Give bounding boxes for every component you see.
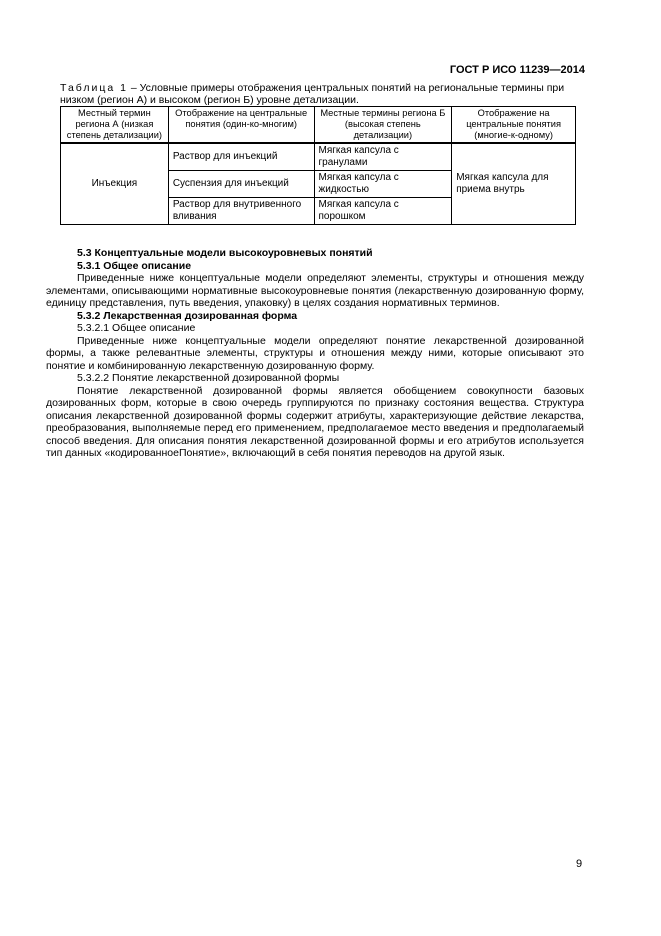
section-heading-5-3-2-1: 5.3.2.1 Общее описание <box>77 322 196 334</box>
paragraph-5-3-2-2: Понятие лекарственной дозированной формы является обобщением совокупности базовых дозированных форм, которые в свою очередь группируются по признаку состояния вещества. Структура описания лекарственной дозированной формы содержит атрибуты, характеризующие действие лекарства, преобразования, выполняемые перед его применением, предполагаемое место введения и предполагаемый способ введения. Для описания понятия лекарственной дозированной формы и его атрибутов используется тип данных «кодированноеПонятие», включающий в себя понятия переводов на другой язык. <box>46 384 584 459</box>
section-heading-5-3-2-2: 5.3.2.2 Понятие лекарственной дозированной формы <box>77 372 340 384</box>
table-header-cell: Отображение на центральные понятия (один-ко-многим) <box>168 107 314 144</box>
table-caption-label: Таблица 1 <box>60 82 128 94</box>
section-heading-5-3-2: 5.3.2 Лекарственная дозированная форма <box>77 309 298 322</box>
table-header-cell: Местные термины региона Б (высокая степень детализации) <box>314 107 452 144</box>
central-concept-a-cell: Раствор для инъекций <box>168 143 314 171</box>
central-concept-a-cell: Раствор для внутривенного вливания <box>168 198 314 225</box>
paragraph-5-3-1: Приведенные ниже концептуальные модели определяют элементы, структуры и отношения между элементами, описывающими нормативные высокоуровневые понятия (лекарственную дозированную форму, единицу представления, путь введения, упаковку) в целях создания нормативных терминов. <box>46 272 584 309</box>
document-header: ГОСТ Р ИСО 11239—2014 <box>449 64 585 76</box>
terms-table <box>60 106 576 225</box>
table-header-cell: Местный термин региона А (низкая степень детализации) <box>61 107 169 144</box>
central-concept-a-cell: Суспензия для инъекций <box>168 171 314 198</box>
region-b-term-cell: Мягкая капсула с порошком <box>314 198 452 225</box>
table-caption-text: – Условные примеры отображения центральных понятий на региональные термины при низком (регион А) и высоком (регион Б) уровне детализации. <box>60 82 565 106</box>
table-row <box>61 143 576 171</box>
table-header-cell: Отображение на центральные понятия (многие-к-одному) <box>452 107 576 144</box>
region-b-term-cell: Мягкая капсула с гранулами <box>314 143 452 171</box>
table-header-row <box>61 107 576 144</box>
document-body <box>46 247 584 460</box>
page-number: 9 <box>576 858 583 870</box>
paragraph-5-3-2-1: Приведенные ниже концептуальные модели определяют понятие лекарственной дозированной формы, а также релевантные элементы, структуры и отношения между ними, которые описывают это понятие и комбинированную лекарственную дозированную форму. <box>46 334 584 372</box>
section-heading-5-3: 5.3 Концептуальные модели высокоуровневых понятий <box>77 247 373 259</box>
section-heading-5-3-1: 5.3.1 Общее описание <box>77 259 192 272</box>
table-caption <box>60 82 584 106</box>
region-a-term-cell: Инъекция <box>61 143 169 225</box>
central-concept-b-cell: Мягкая капсула для приема внутрь <box>452 143 576 225</box>
region-b-term-cell: Мягкая капсула с жидкостью <box>314 171 452 198</box>
